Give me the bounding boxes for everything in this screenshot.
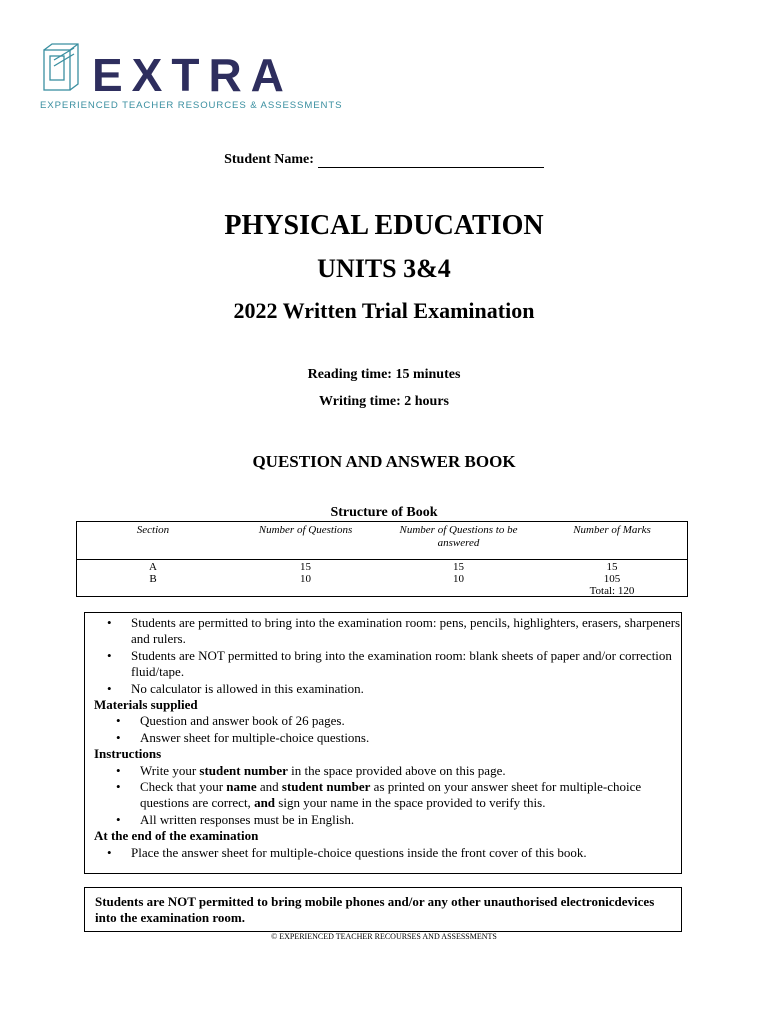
list-item: • Answer sheet for multiple-choice questions.: [116, 729, 370, 745]
list-item: • All written responses must be in English.: [116, 811, 355, 827]
table-cell: B: [149, 573, 157, 585]
list-item: • Place the answer sheet for multiple-choice questions inside the front cover of this book.: [107, 844, 587, 860]
bullet-icon: •: [116, 713, 121, 729]
structure-header-row: [77, 522, 687, 560]
units-title: UNITS 3&4: [317, 254, 451, 283]
extra-logo: [40, 42, 343, 114]
end-of-exam-heading: At the end of the examination: [94, 828, 259, 844]
book-icon: [40, 42, 84, 94]
instructions-heading: Instructions: [94, 746, 162, 762]
bullet-icon: •: [107, 680, 112, 696]
bullet-icon: •: [107, 615, 112, 630]
bullet-icon: •: [116, 811, 121, 827]
structure-title: Structure of Book: [330, 505, 438, 520]
logo-tagline: EXPERIENCED TEACHER RESOURCES & ASSESSMENTS: [40, 100, 343, 111]
book-type-heading: QUESTION AND ANSWER BOOK: [252, 452, 516, 471]
header-num-answered: Number of Questions to be answered: [399, 524, 518, 549]
table-cell: 105: [603, 573, 621, 585]
table-cell: A: [149, 561, 157, 573]
subject-title: PHYSICAL EDUCATION: [224, 210, 544, 241]
table-cell: 15: [606, 561, 618, 573]
student-name-line: [318, 153, 544, 168]
bullet-icon: •: [116, 762, 121, 778]
reading-time: Reading time: 15 minutes: [307, 367, 461, 382]
student-name-field: [0, 152, 768, 168]
list-item: • Students are permitted to bring into the examination room: pens, pencils, highlighters, erasers, sharpeners and rulers.: [107, 615, 681, 647]
rules-box: [84, 612, 682, 874]
student-name-label: Student Name:: [224, 152, 314, 167]
bullet-icon: •: [107, 647, 112, 663]
warning-box: Students are NOT permitted to bring mobile phones and/or any other unauthorised electronicdevices into the examination room.: [84, 887, 682, 932]
structure-table: [76, 521, 688, 597]
bullet-icon: •: [116, 729, 121, 745]
writing-time: Writing time: 2 hours: [318, 394, 449, 409]
header-num-questions: Number of Questions: [258, 524, 353, 536]
table-cell: 15: [300, 561, 311, 573]
table-cell: 10: [453, 573, 464, 585]
list-item: • Check that your name and student number as printed on your answer sheet for multiple-choice questions are correct, and sign your name in the space provided to verify this.: [116, 779, 642, 811]
materials-heading: Materials supplied: [94, 697, 198, 713]
logo-wordmark: EXTRA: [92, 49, 293, 101]
bullet-icon: •: [116, 779, 121, 795]
exam-title: 2022 Written Trial Examination: [233, 298, 535, 323]
list-item: • Question and answer book of 26 pages.: [116, 713, 345, 729]
list-item: • No calculator is allowed in this examination.: [107, 680, 364, 696]
marks-total: Total: 120: [589, 585, 635, 597]
list-item: • Write your student number in the space provided above on this page.: [116, 762, 506, 778]
list-item: • Students are NOT permitted to bring into the examination room: blank sheets of paper and/or correction fluid/tape.: [107, 647, 672, 680]
copyright-notice: © EXPERIENCED TEACHER RECOURSES AND ASSESSMENTS: [271, 932, 497, 941]
header-num-marks: Number of Marks: [573, 524, 651, 536]
header-section: Section: [136, 524, 170, 536]
table-cell: 10: [300, 573, 311, 585]
table-cell: 15: [453, 561, 464, 573]
bullet-icon: •: [107, 844, 112, 860]
